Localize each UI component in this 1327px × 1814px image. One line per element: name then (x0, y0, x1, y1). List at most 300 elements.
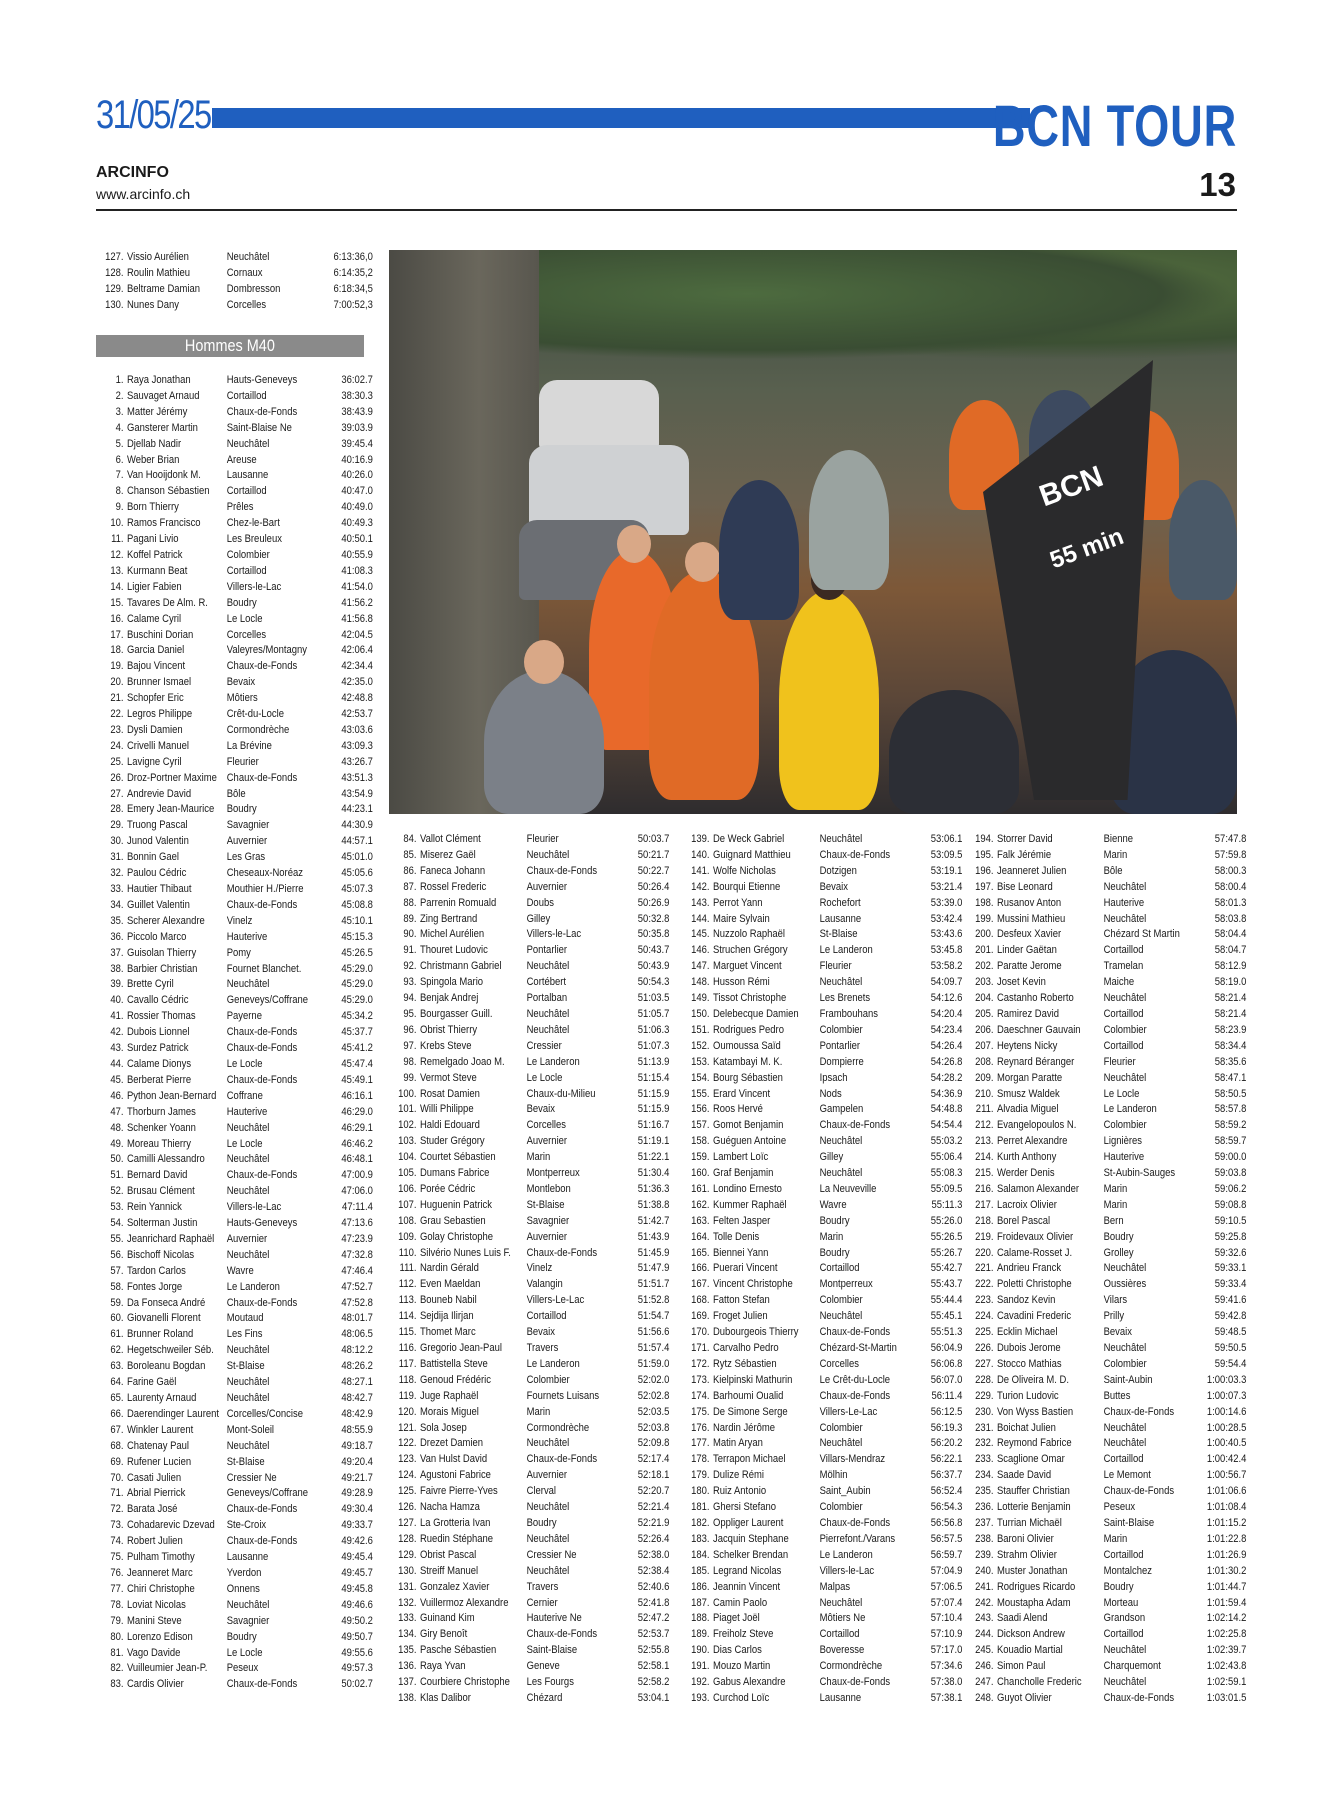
result-name: Rodrigues Pedro (712, 1023, 784, 1036)
result-time: 49:30.4 (341, 1503, 373, 1516)
result-rank: 197. (975, 880, 994, 893)
runner (484, 670, 604, 814)
result-time: 1:01:22.8 (1206, 1532, 1247, 1545)
result-name: Dickson Andrew (996, 1628, 1065, 1641)
result-locality: Geneve (526, 1660, 560, 1673)
result-locality: Chaux-de-Fonds (1103, 1485, 1175, 1498)
result-name: Husson Rémi (712, 976, 770, 989)
result-row (96, 453, 373, 469)
result-name: Chiri Christophe (126, 1582, 195, 1595)
flag-logo-text: BCN (1035, 459, 1108, 514)
result-time: 45:07.3 (341, 883, 373, 895)
result-name: Ghersi Stefano (712, 1501, 777, 1514)
result-time: 47:23.9 (341, 1232, 373, 1245)
result-locality: Marin (1103, 848, 1128, 861)
result-rank: 164. (691, 1230, 710, 1243)
result-time: 43:09.3 (341, 739, 373, 752)
results-top-list (96, 250, 418, 314)
result-name: Surdez Patrick (126, 1042, 189, 1055)
result-time: 56:22.1 (930, 1453, 963, 1466)
result-rank: 248. (975, 1691, 994, 1704)
result-name: Matin Aryan (712, 1437, 763, 1450)
result-locality: Les Breuleux (226, 533, 282, 546)
result-name: Grau Sebastien (419, 1214, 486, 1227)
result-time: 45:01.0 (341, 851, 373, 864)
result-rank: 96. (403, 1023, 417, 1036)
result-rank: 242. (975, 1596, 994, 1609)
result-row (966, 1023, 1246, 1039)
result-locality: Corcelles (226, 298, 267, 311)
result-row (96, 628, 373, 644)
result-row (389, 1389, 669, 1405)
result-rank: 183. (691, 1532, 710, 1545)
result-name: Ramos Francisco (126, 517, 201, 530)
result-row (966, 912, 1246, 928)
result-rank: 233. (975, 1453, 994, 1466)
result-name: Saade David (996, 1469, 1052, 1482)
result-name: Bernard David (126, 1169, 188, 1182)
runner (779, 590, 879, 810)
result-name: Droz-Portner Maxime (126, 771, 217, 784)
result-rank: 65. (110, 1392, 124, 1404)
result-rank: 227. (975, 1357, 994, 1370)
result-name: Chanson Sébastien (126, 485, 210, 498)
result-name: Nardin Jérôme (712, 1421, 776, 1434)
result-name: Perrot Yann (712, 896, 763, 909)
result-locality: Chaux-de-Fonds (226, 660, 298, 673)
result-name: Gonzalez Xavier (419, 1580, 490, 1593)
result-locality: Ipsach (819, 1071, 848, 1084)
result-time: 59:54.4 (1214, 1357, 1247, 1370)
result-row (96, 707, 373, 723)
result-rank: 188. (691, 1612, 710, 1625)
result-row (682, 1150, 962, 1166)
result-rank: 122. (398, 1437, 417, 1450)
result-time: 54:23.4 (930, 1023, 963, 1036)
result-locality: Cernier (526, 1596, 558, 1609)
result-rank: 130. (398, 1564, 417, 1577)
result-name: Golay Christophe (419, 1230, 494, 1243)
result-time: 42:35.0 (341, 676, 373, 689)
result-rank: 211. (975, 1103, 994, 1116)
result-name: Studer Grégory (419, 1135, 485, 1148)
result-locality: Fleurier (819, 960, 852, 973)
site-url[interactable]: www.arcinfo.ch (96, 186, 191, 202)
result-locality: Neuchâtel (526, 1501, 570, 1514)
result-row (96, 675, 373, 691)
result-name: Born Thierry (126, 501, 179, 514)
result-rank: 37. (110, 946, 124, 959)
result-name: Piccolo Marco (126, 930, 187, 943)
result-name: Raya Jonathan (126, 374, 191, 386)
result-rank: 90. (403, 928, 417, 941)
result-row (389, 1214, 669, 1230)
result-rank: 222. (975, 1278, 994, 1291)
result-name: Turion Ludovic (996, 1389, 1059, 1402)
result-time: 51:03.5 (637, 992, 670, 1005)
result-time: 39:45.4 (341, 437, 373, 450)
result-time: 59:06.2 (1214, 1182, 1247, 1195)
result-row (389, 1230, 669, 1246)
result-locality: Cortaillod (526, 1310, 567, 1323)
result-locality: Corcelles/Concise (226, 1407, 303, 1420)
result-rank: 91. (403, 944, 417, 957)
result-rank: 196. (975, 864, 994, 877)
result-row (682, 1421, 962, 1437)
result-locality: Onnens (226, 1582, 260, 1595)
result-rank: 118. (398, 1373, 417, 1386)
result-time: 1:02:14.2 (1206, 1612, 1247, 1625)
result-name: Poletti Christophe (996, 1278, 1072, 1291)
result-locality: Neuchâtel (526, 1007, 570, 1020)
result-rank: 120. (398, 1405, 417, 1418)
result-time: 50:54.3 (637, 976, 670, 989)
result-locality: Villers-le-Lac (819, 1564, 875, 1577)
result-locality: Le Locle (226, 1057, 263, 1070)
result-name: Freiholz Steve (712, 1628, 774, 1641)
result-rank: 83. (110, 1678, 124, 1691)
result-name: Nacha Hamza (419, 1501, 480, 1514)
result-time: 41:54.0 (341, 580, 373, 593)
result-name: Schenker Yoann (126, 1121, 196, 1134)
result-rank: 247. (975, 1676, 994, 1689)
result-rank: 160. (691, 1167, 710, 1180)
result-row (389, 1548, 669, 1564)
result-time: 47:52.7 (341, 1280, 373, 1293)
result-rank: 26. (110, 771, 124, 784)
result-row (96, 421, 373, 437)
result-row (389, 1261, 669, 1277)
result-locality: Chaux-de-Fonds (819, 1119, 891, 1132)
result-time: 52:41.8 (637, 1596, 670, 1609)
result-name: Ligier Fabien (126, 580, 182, 593)
result-name: Turrian Michaël (996, 1516, 1062, 1529)
result-rank: 174. (691, 1389, 710, 1402)
result-name: Piaget Joël (712, 1612, 760, 1625)
result-name: Alvadia Miguel (996, 1103, 1059, 1116)
result-name: Loviat Nicolas (126, 1598, 186, 1611)
result-row (96, 1439, 373, 1455)
result-time: 49:50.2 (341, 1614, 373, 1627)
result-locality: Dotzigen (819, 864, 857, 877)
result-rank: 8. (115, 485, 124, 498)
result-name: Manini Steve (126, 1614, 182, 1627)
result-time: 47:52.8 (341, 1296, 373, 1309)
result-time: 47:32.8 (341, 1248, 373, 1261)
result-name: Castanho Roberto (996, 992, 1074, 1005)
result-rank: 167. (691, 1278, 710, 1291)
result-row (389, 1405, 669, 1421)
result-name: Rusanov Anton (996, 896, 1062, 909)
result-locality: Hauterive (1103, 1151, 1145, 1164)
result-row (96, 1359, 373, 1375)
result-time: 55:06.4 (930, 1151, 963, 1164)
result-rank: 161. (691, 1182, 710, 1195)
result-row (682, 959, 962, 975)
result-rank: 200. (975, 928, 994, 941)
result-locality: Chézard (526, 1691, 563, 1704)
result-rank: 213. (975, 1135, 994, 1148)
result-locality: Colombier (1103, 1119, 1147, 1132)
result-time: 58:50.5 (1214, 1087, 1247, 1100)
result-rank: 71. (110, 1487, 124, 1500)
result-locality: St-Blaise (226, 1455, 265, 1468)
result-rank: 99. (403, 1071, 417, 1084)
result-time: 50:03.7 (637, 833, 670, 845)
result-name: Ecklin Michael (996, 1326, 1058, 1339)
result-rank: 18. (110, 644, 124, 657)
result-rank: 127. (398, 1516, 417, 1529)
result-row (96, 1152, 373, 1168)
result-rank: 70. (110, 1471, 124, 1484)
result-name: Beltrame Damian (126, 282, 201, 295)
result-locality: Neuchâtel (1103, 1421, 1147, 1434)
result-row (389, 1039, 669, 1055)
result-time: 50:26.9 (637, 896, 670, 909)
result-row (389, 1118, 669, 1134)
result-row (966, 1627, 1246, 1643)
result-row (389, 1134, 669, 1150)
result-time: 38:30.3 (341, 389, 373, 402)
result-row (682, 1341, 962, 1357)
result-name: Bajou Vincent (126, 660, 186, 673)
result-name: Londino Ernesto (712, 1182, 782, 1195)
result-rank: 79. (110, 1614, 124, 1627)
race-photo (389, 250, 1237, 814)
result-name: Spingola Mario (419, 976, 484, 989)
result-time: 51:36.3 (637, 1182, 670, 1195)
result-locality: Boudry (819, 1214, 850, 1227)
result-time: 52:18.1 (637, 1469, 670, 1482)
result-row (96, 1343, 373, 1359)
result-rank: 129. (398, 1548, 417, 1561)
result-time: 51:59.0 (637, 1357, 670, 1370)
result-locality: Crêt-du-Locle (226, 708, 285, 721)
result-name: Graf Benjamin (712, 1167, 774, 1180)
result-rank: 112. (398, 1278, 417, 1291)
result-time: 52:20.7 (637, 1485, 670, 1498)
result-name: Sejdija Ilirjan (419, 1310, 474, 1323)
result-name: Mouzo Martin (712, 1660, 771, 1673)
result-locality: Buttes (1103, 1389, 1131, 1402)
result-row (389, 1341, 669, 1357)
result-row (96, 1248, 373, 1264)
result-time: 45:08.8 (341, 898, 373, 911)
result-rank: 236. (975, 1501, 994, 1514)
result-row (96, 405, 373, 421)
result-locality: Chez-le-Bart (226, 517, 280, 530)
result-locality: Neuchâtel (226, 978, 270, 991)
result-locality: Le Landeron (1103, 1103, 1157, 1116)
result-rank: 168. (691, 1294, 710, 1307)
result-rank: 88. (403, 896, 417, 909)
result-time: 51:47.9 (637, 1262, 670, 1275)
result-rank: 128. (105, 266, 124, 279)
result-time: 58:00.3 (1214, 864, 1247, 877)
result-time: 40:26.0 (341, 469, 373, 482)
result-name: Cardis Olivier (126, 1678, 184, 1691)
result-rank: 198. (975, 896, 994, 909)
result-name: Gansterer Martin (126, 421, 198, 434)
result-row (389, 1309, 669, 1325)
result-rank: 195. (975, 848, 994, 861)
result-locality: Cortaillod (1103, 1039, 1144, 1052)
result-locality: Fleurier (226, 755, 259, 768)
result-rank: 169. (691, 1310, 710, 1323)
result-row (96, 755, 373, 771)
result-row (682, 1071, 962, 1087)
result-row (389, 1087, 669, 1103)
result-rank: 240. (975, 1564, 994, 1577)
result-time: 58:34.4 (1214, 1039, 1247, 1052)
result-time: 54:09.7 (930, 976, 963, 989)
result-name: Reynard Béranger (996, 1055, 1075, 1068)
result-name: Dumans Fabrice (419, 1167, 490, 1180)
result-row (682, 864, 962, 880)
result-locality: Neuchâtel (819, 1167, 863, 1180)
result-rank: 106. (398, 1182, 417, 1195)
result-name: Andrevie David (126, 787, 192, 800)
result-rank: 16. (110, 612, 124, 625)
result-rank: 177. (691, 1437, 710, 1450)
runner-head (617, 525, 651, 563)
result-time: 36:02.7 (341, 374, 373, 386)
result-name: Bouneb Nabil (419, 1294, 477, 1307)
result-rank: 12. (110, 548, 124, 561)
result-row (966, 975, 1246, 991)
result-name: Guignard Matthieu (712, 848, 791, 861)
result-time: 57:47.8 (1214, 833, 1247, 845)
result-name: Abrial Pierrick (126, 1487, 186, 1500)
result-time: 45:29.0 (341, 978, 373, 991)
result-row (966, 1198, 1246, 1214)
result-time: 42:04.5 (341, 628, 373, 641)
result-time: 53:45.8 (930, 944, 963, 957)
result-locality: Neuchâtel (226, 251, 270, 263)
result-locality: Mölhin (819, 1469, 848, 1482)
result-rank: 19. (110, 660, 124, 673)
result-time: 52:03.5 (637, 1405, 670, 1418)
result-rank: 128. (398, 1532, 417, 1545)
result-locality: Pierrefont./Varans (819, 1532, 896, 1545)
result-rank: 75. (110, 1551, 124, 1564)
result-time: 57:07.4 (930, 1596, 963, 1609)
result-locality: Cornaux (226, 266, 263, 279)
result-name: Camilli Alessandro (126, 1153, 205, 1166)
result-locality: Rochefort (819, 896, 861, 909)
result-locality: Neuchâtel (1103, 1071, 1147, 1084)
section-title: BCN TOUR (992, 94, 1237, 159)
result-row (389, 1627, 669, 1643)
result-name: De Oliveira M. D. (996, 1373, 1069, 1386)
result-row (96, 1455, 373, 1471)
result-row (682, 1627, 962, 1643)
result-name: Moreau Thierry (126, 1137, 191, 1150)
result-rank: 98. (403, 1055, 417, 1068)
result-time: 51:43.9 (637, 1230, 670, 1243)
result-rank: 189. (691, 1628, 710, 1641)
result-locality: St-Blaise (526, 1198, 565, 1211)
result-rank: 114. (398, 1310, 417, 1323)
result-rank: 104. (398, 1151, 417, 1164)
result-time: 50:02.7 (341, 1678, 373, 1691)
result-locality: Areuse (226, 453, 257, 466)
result-name: Bischoff Nicolas (126, 1248, 195, 1261)
result-rank: 30. (110, 835, 124, 848)
result-rank: 5. (115, 437, 124, 450)
result-name: Laurenty Arnaud (126, 1392, 197, 1404)
result-time: 53:39.0 (930, 896, 963, 909)
result-row (682, 1452, 962, 1468)
result-rank: 138. (398, 1691, 417, 1704)
result-locality: Villers-Le-Lac (819, 1405, 878, 1418)
result-row (682, 1405, 962, 1421)
result-time: 58:57.8 (1214, 1103, 1247, 1116)
result-rank: 46. (110, 1089, 124, 1102)
result-time: 45:05.6 (341, 867, 373, 880)
result-locality: Marin (526, 1405, 551, 1418)
result-row (96, 282, 373, 298)
result-name: Joset Kevin (996, 976, 1046, 989)
result-row (96, 1280, 373, 1296)
result-time: 51:57.4 (637, 1342, 670, 1354)
result-time: 58:03.8 (1214, 912, 1247, 925)
result-rank: 209. (975, 1071, 994, 1084)
result-rank: 22. (110, 708, 124, 721)
result-rank: 175. (691, 1405, 710, 1418)
result-rank: 17. (110, 628, 124, 641)
result-row (682, 1436, 962, 1452)
result-rank: 61. (110, 1328, 124, 1341)
result-name: Casati Julien (126, 1471, 182, 1484)
result-name: Tissot Christophe (712, 992, 787, 1005)
result-time: 45:47.4 (341, 1057, 373, 1070)
result-rank: 214. (975, 1151, 994, 1164)
result-locality: Hauts-Geneveys (226, 374, 298, 386)
result-row (96, 596, 373, 612)
result-time: 55:43.7 (930, 1278, 963, 1291)
result-rank: 140. (691, 848, 710, 861)
result-time: 1:00:42.4 (1206, 1453, 1247, 1466)
result-time: 58:47.1 (1214, 1071, 1247, 1084)
result-locality: Colombier (526, 1373, 570, 1386)
result-rank: 135. (398, 1644, 417, 1657)
result-row (96, 914, 373, 930)
result-rank: 113. (398, 1294, 417, 1307)
result-row (389, 1580, 669, 1596)
result-locality: Fournet Blanchet. (226, 962, 302, 975)
result-name: Marguet Vincent (712, 960, 782, 973)
result-rank: 57. (110, 1264, 124, 1277)
result-name: Moustapha Adam (996, 1596, 1071, 1609)
result-time: 58:21.4 (1214, 992, 1247, 1005)
result-row (966, 1166, 1246, 1182)
result-row (966, 1055, 1246, 1071)
result-name: Falk Jérémie (996, 848, 1052, 861)
result-row (682, 1102, 962, 1118)
result-locality: Lignières (1103, 1135, 1142, 1148)
result-time: 52:58.1 (637, 1660, 670, 1673)
result-name: Kurth Anthony (996, 1151, 1057, 1164)
result-locality: Wavre (226, 1264, 254, 1277)
result-row (682, 1118, 962, 1134)
result-rank: 126. (398, 1501, 417, 1514)
result-locality: Chaux-de-Fonds (226, 1296, 298, 1309)
result-row (96, 1423, 373, 1439)
result-name: Calame Cyril (126, 612, 182, 625)
result-locality: Chaux-de-Fonds (226, 1073, 298, 1086)
result-rank: 36. (110, 930, 124, 943)
